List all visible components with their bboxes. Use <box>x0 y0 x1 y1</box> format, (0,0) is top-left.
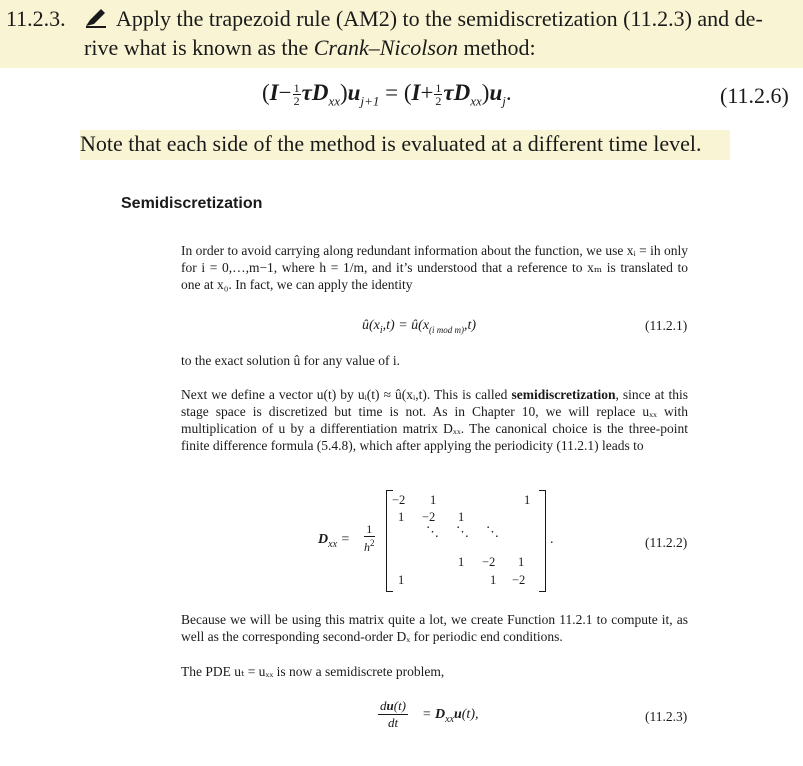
exercise-line-2-post: method: <box>457 35 536 60</box>
section-title: Semidiscretization <box>121 195 263 212</box>
pencil-icon <box>84 7 108 29</box>
paragraph-3-a: Next we define a vector u(t) by uᵢ(t) ≈ û(xᵢ,t). This is called <box>181 387 512 402</box>
matrix-entry: 1 <box>458 555 465 569</box>
matrix-entry: 1 <box>524 493 531 507</box>
du-dt-fraction: du(t) dt <box>380 698 407 730</box>
matrix-entry: 1 <box>490 573 497 587</box>
matrix-entry: −2 <box>392 493 406 507</box>
diagonal-dots: ⋱ <box>426 524 439 539</box>
crank-nicolson-equation: (I− $\frac{1}{2}$ $\tau D_{xx})u_{j+1} = (I+$ $\frac{1}{2}$ $\tau D_{xx})u_j$. <box>262 80 512 109</box>
paragraph-3-b: , since at this stage space is discretized but time is not. As in Chapter 10, we will replace uₓₓ with multiplication of u by a differentiation matrix Dₓₓ. The canonical choice is the three-point finite difference formula (5.4.8), which after applying the periodicity (11.2.1) leads to <box>181 387 688 453</box>
paragraph-4: Because we will be using this matrix quite a lot, we create Function 11.2.1 to compute it, as well as the corresponding second-order Dₓ for periodic end conditions. <box>181 612 688 644</box>
matrix-entry: 1 <box>518 555 525 569</box>
paragraph-2: to the exact solution û for any value of i. <box>181 353 400 368</box>
matrix-entry: 1 <box>398 510 405 524</box>
matrix-entry: 1 <box>430 493 437 507</box>
equation-number-11-2-3: (11.2.3) <box>645 709 688 724</box>
paragraph-1: In order to avoid carrying along redundant information about the function, we use xᵢ = ih only for i = 0,…,m−1, where h = 1/m, and it’s understood that a reference to xₘ is translated to one at x₀. In fact, we can apply the identity <box>181 243 688 292</box>
equation-number-11-2-1: (11.2.1) <box>645 318 688 333</box>
equation-number-11-2-2: (11.2.2) <box>645 535 688 550</box>
exercise-note: Note that each side of the method is evaluated at a different time level. <box>80 131 702 156</box>
matrix-period: . <box>550 532 554 547</box>
matrix-entry: −2 <box>512 573 526 587</box>
exercise-line-2-pre: rive what is known as the <box>84 35 314 60</box>
paragraph-5: The PDE uₜ = uₓₓ is now a semidiscrete problem, <box>181 664 445 679</box>
method-name: Crank–Nicolson <box>313 35 458 60</box>
paragraph-3 <box>181 386 688 454</box>
equation-number-11-2-6: (11.2.6) <box>720 83 789 108</box>
exercise-line-1: Apply the trapezoid rule (AM2) to the semidiscretization (11.2.3) and de- <box>116 6 763 31</box>
matrix-right-bracket <box>539 490 546 592</box>
equation-11-2-1: $û(x_i,t)$ = $û(x_{(i mod m)},t)$ <box>362 318 477 336</box>
dxx-matrix <box>386 490 546 590</box>
one-over-h-squared: 1 $h^2$ <box>364 522 375 554</box>
term-semidiscretization: semidiscretization <box>511 387 616 402</box>
matrix-entry: 1 <box>458 510 465 524</box>
diagonal-dots: ⋱ <box>456 524 469 539</box>
diagonal-dots: ⋱ <box>486 524 499 539</box>
equation-11-2-3-rhs: = $D_{xx}u(t)$, <box>422 707 479 725</box>
exercise-line-2 <box>84 35 536 61</box>
exercise-number: 11.2.3. <box>6 6 66 31</box>
matrix-entry: −2 <box>422 510 436 524</box>
matrix-entry: 1 <box>398 573 405 587</box>
dxx-label: $D_{xx}$ = <box>318 532 350 550</box>
matrix-entry: −2 <box>482 555 496 569</box>
